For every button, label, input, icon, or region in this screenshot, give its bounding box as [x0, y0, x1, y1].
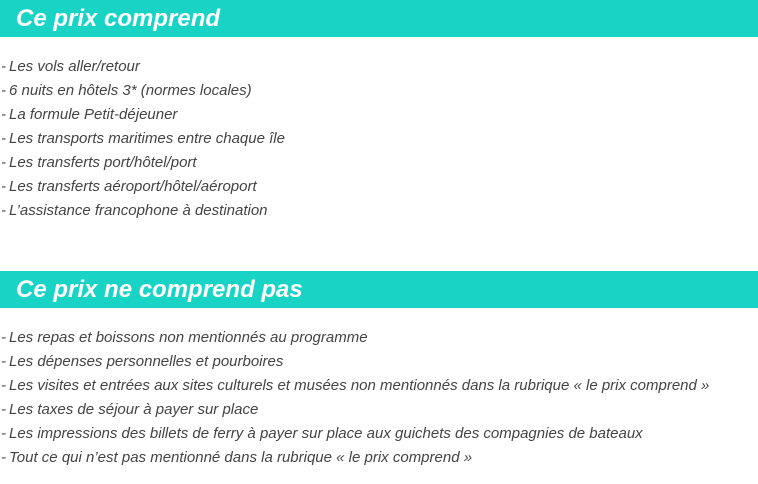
- bullet-dash: -: [1, 377, 6, 394]
- bullet-dash: -: [1, 425, 6, 442]
- includes-banner: [0, 0, 758, 37]
- excludes-list: [1, 326, 709, 470]
- list-item: [1, 127, 285, 151]
- list-item: [1, 199, 285, 223]
- bullet-dash: -: [1, 58, 6, 75]
- list-item-text: Tout ce qui n’est pas mentionné dans la rubrique « le prix comprend »: [9, 449, 473, 466]
- bullet-dash: -: [1, 154, 6, 171]
- bullet-dash: -: [1, 329, 6, 346]
- list-item-text: Les transports maritimes entre chaque île: [9, 130, 285, 147]
- bullet-dash: -: [1, 82, 6, 99]
- bullet-dash: -: [1, 130, 6, 147]
- bullet-dash: -: [1, 106, 6, 123]
- list-item-text: Les transferts aéroport/hôtel/aéroport: [9, 178, 257, 195]
- list-item: [1, 446, 709, 470]
- list-item-text: Les impressions des billets de ferry à payer sur place aux guichets des compagnies de bateaux: [9, 425, 643, 442]
- list-item: [1, 326, 709, 350]
- list-item: [1, 55, 285, 79]
- bullet-dash: -: [1, 178, 6, 195]
- bullet-dash: -: [1, 353, 6, 370]
- excludes-title: Ce prix ne comprend pas: [16, 275, 303, 303]
- list-item: [1, 175, 285, 199]
- list-item: [1, 374, 709, 398]
- list-item-text: Les taxes de séjour à payer sur place: [9, 401, 259, 418]
- list-item: [1, 398, 709, 422]
- list-item: [1, 350, 709, 374]
- list-item-text: Les dépenses personnelles et pourboires: [9, 353, 284, 370]
- list-item: [1, 79, 285, 103]
- list-item-text: L’assistance francophone à destination: [9, 202, 268, 219]
- excludes-banner: [0, 271, 758, 308]
- list-item-text: 6 nuits en hôtels 3* (normes locales): [9, 82, 252, 99]
- includes-section: [0, 0, 758, 219]
- list-item-text: Les visites et entrées aux sites culturels et musées non mentionnés dans la rubrique « le prix comprend »: [9, 377, 710, 394]
- includes-title: Ce prix comprend: [16, 4, 221, 32]
- bullet-dash: -: [1, 202, 6, 219]
- list-item: [1, 422, 709, 446]
- list-item-text: Les repas et boissons non mentionnés au programme: [9, 329, 368, 346]
- excludes-section: [0, 271, 758, 466]
- list-item-text: La formule Petit-déjeuner: [9, 106, 178, 123]
- bullet-dash: -: [1, 401, 6, 418]
- list-item-text: Les vols aller/retour: [9, 58, 140, 75]
- list-item-text: Les transferts port/hôtel/port: [9, 154, 197, 171]
- list-item: [1, 151, 285, 175]
- includes-list: [1, 55, 285, 223]
- bullet-dash: -: [1, 449, 6, 466]
- list-item: [1, 103, 285, 127]
